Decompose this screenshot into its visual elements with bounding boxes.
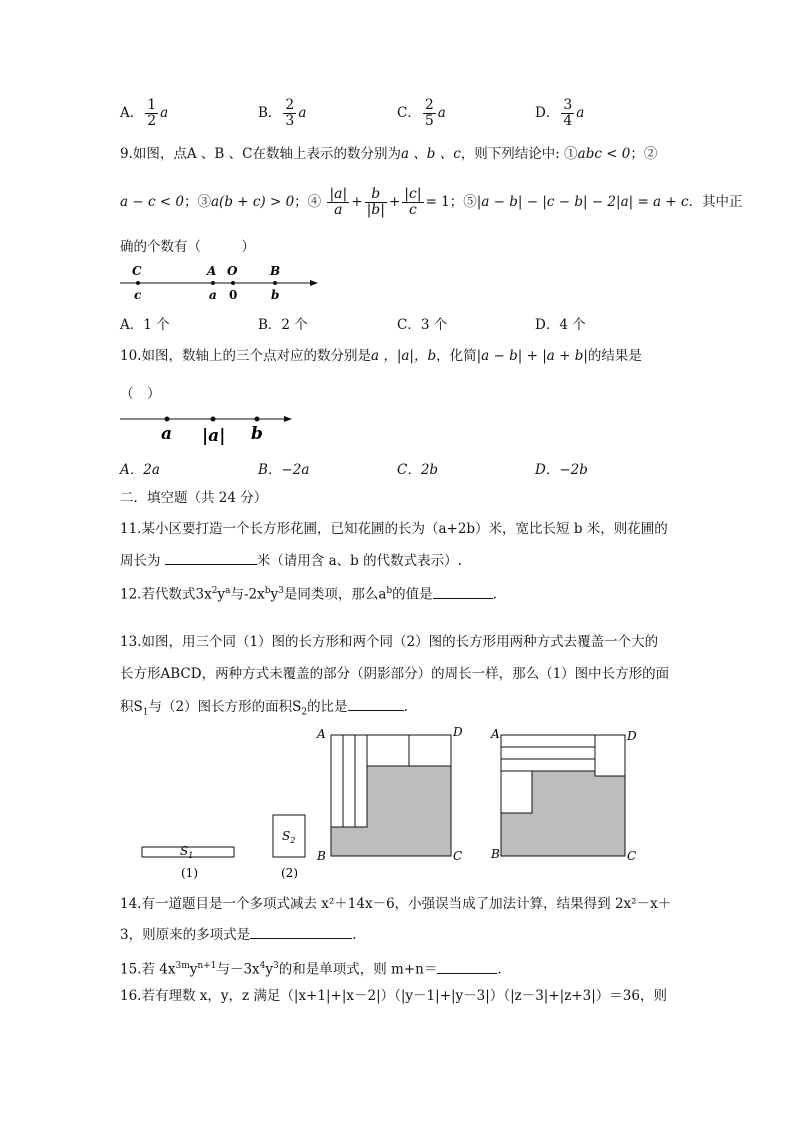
fraction: $\frac{1}{2}$ (147, 97, 157, 129)
q13-figure (135, 722, 655, 882)
q8-option-a[interactable]: A． $\frac{1}{2}$ a (120, 97, 169, 129)
axis-label-A: A (207, 264, 217, 278)
q10-option-b[interactable]: B．−2a (258, 462, 310, 478)
svg-text:D: D (627, 729, 637, 743)
q8-option-d[interactable]: D． $\frac{3}{4}$ a (535, 97, 585, 129)
axis-label-O: O (227, 264, 238, 278)
axis-value-a: a (209, 288, 217, 302)
svg-text:B: B (317, 849, 326, 863)
q13-line2: 长方形ABCD，两种方式未覆盖的部分（阴影部分）的周长一样，那么（1）图中长方形的面 (120, 666, 670, 682)
q9-option-d[interactable]: D．4 个 (535, 317, 586, 333)
fraction: $\frac{2}{5}$ (424, 97, 434, 129)
answer-blank[interactable] (433, 584, 493, 599)
axis-value-0: 0 (229, 288, 238, 302)
fraction: $\frac{2}{3}$ (285, 97, 295, 129)
section-title: 二．填空题（共 24 分） (120, 490, 268, 506)
svg-text:S1: $S_1$ (180, 844, 194, 860)
q8-option-c[interactable]: C． $\frac{2}{5}$ a (397, 97, 446, 129)
svg-text:B: B (491, 847, 500, 861)
q12-line: 12.若代数式$3x^2y^a$与$-2x^by^3$是同类项，那么$a^b$的值是 . (120, 581, 497, 605)
q14-line2: 3，则原来的多项式是 . (120, 924, 356, 945)
q11-line1: 11.某小区要打造一个长方形花圃，已知花圃的长为（a+2b）米，宽比长短 b 米，则花圃的 (120, 521, 668, 537)
q10-option-d[interactable]: D．−2b (535, 462, 588, 478)
svg-text:C: C (453, 849, 463, 863)
q10-option-c[interactable]: C．2b (397, 462, 439, 478)
q13-line1: 13.如图，用三个同（1）图的长方形和两个同（2）图的长方形用两种方式去覆盖一个大的 (120, 634, 659, 650)
answer-blank[interactable] (250, 924, 352, 939)
q9-line2: a − c < 0；③a(b + c) > 0；④ $\frac{|a|}{a}$ + $\frac{b}{|b|}$ + $\frac{|c|}{c}$ = 1；⑤|a − b| − |c − b| − 2|a| = a + c．其中正 (120, 186, 743, 218)
svg-text:D: D (453, 725, 463, 739)
q10-number-line (118, 408, 298, 448)
answer-blank[interactable] (348, 696, 404, 711)
q11-line2: 周长为 米（请用含 a、b 的代数式表示）. (120, 550, 462, 571)
axis-value-c: c (134, 288, 142, 302)
svg-text:S2: $S_2$ (282, 829, 296, 845)
q15-line: 15.若 $4x^{3m}y^{n+1}$与$-3x^4y^3$的和是单项式，则 m+n＝ . (120, 956, 502, 980)
answer-blank[interactable] (165, 550, 257, 565)
axis-label-C: C (132, 264, 142, 278)
q14-line1: 14.有一道题目是一个多项式减去 x²＋14x－6，小强误当成了加法计算，结果得到 2x²－x＋ (120, 896, 672, 912)
svg-text:C: C (627, 849, 637, 863)
q9-option-c[interactable]: C．3 个 (397, 317, 448, 333)
q9-line1: 9.如图，点A 、B 、C在数轴上表示的数分别为a 、b 、c，则下列结论中: ①abc < 0；② (120, 146, 658, 162)
q8-option-b[interactable]: B． $\frac{2}{3}$ a (258, 97, 307, 129)
q9-line3: 确的个数有（ ） (120, 239, 255, 255)
q9-option-b[interactable]: B．2 个 (258, 317, 308, 333)
svg-text:A: A (317, 727, 326, 741)
svg-text:(2): (2) (281, 866, 298, 880)
q10-paren: （ ） (120, 386, 161, 402)
axis-label-abs-a: |a| (202, 426, 226, 446)
axis-label-B: B (270, 264, 281, 278)
q9-option-a[interactable]: A．1 个 (120, 317, 170, 333)
axis-value-b: b (271, 288, 280, 302)
q9-number-line (118, 260, 324, 304)
fraction: $\frac{3}{4}$ (563, 97, 573, 129)
svg-text:A: A (491, 727, 500, 741)
q16-line: 16.若有理数 x，y，z 满足（|x+1|+|x－2|）（|y－1|+|y－3|）（|z－3|+|z+3|）＝36，则 (120, 988, 667, 1004)
axis-label-b: b (251, 424, 263, 444)
q10-line1: 10.如图，数轴上的三个点对应的数分别是a ，|a|，b，化简|a − b| + |a + b|的结果是 (120, 348, 642, 364)
svg-text:(1): (1) (181, 866, 198, 880)
axis-label-a: a (161, 424, 173, 444)
q10-option-a[interactable]: A．2a (120, 462, 160, 478)
q13-line3: 积$S_1$与（2）图长方形的面积$S_2$的比是 . (120, 696, 408, 723)
answer-blank[interactable] (437, 959, 497, 974)
